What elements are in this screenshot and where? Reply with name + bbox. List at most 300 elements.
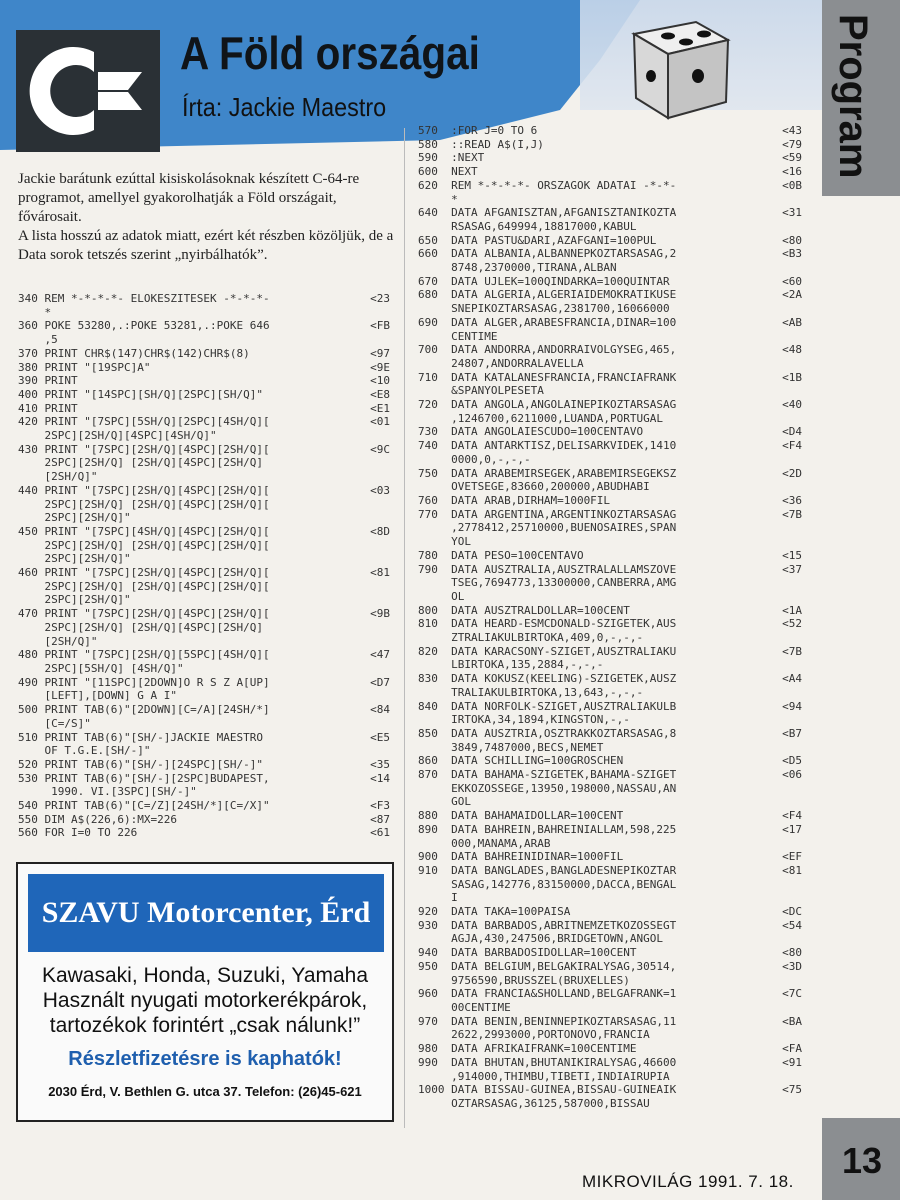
ad-line-used: Használt nyugati motorkerékpárok, <box>42 989 368 1012</box>
code-line-text: 2SPC][5SH/Q] [4SH/Q]" <box>18 661 184 675</box>
code-line <box>418 412 802 426</box>
code-line-text: SNEPIKOZTARSASAG,2381700,16066000 <box>418 302 670 316</box>
code-line <box>418 713 802 727</box>
code-line <box>418 617 802 631</box>
code-line <box>418 590 802 604</box>
code-line-checksum: <8D <box>370 524 390 538</box>
code-line <box>18 689 390 703</box>
code-line <box>418 891 802 905</box>
code-line <box>418 1001 802 1015</box>
code-line-checksum: <06 <box>782 768 802 782</box>
code-line <box>18 785 390 799</box>
code-line-text: 450 PRINT "[7SPC][4SH/Q][4SPC][2SH/Q][ <box>18 524 270 538</box>
code-line <box>418 138 802 152</box>
code-line <box>418 700 802 714</box>
code-line <box>418 330 802 344</box>
code-line <box>18 717 390 731</box>
code-line <box>418 316 802 330</box>
code-line-text: 850 DATA AUSZTRIA,OSZTRAKKOZTARSASAG,8 <box>418 726 677 740</box>
advertisement <box>16 862 394 1122</box>
code-line-text: 420 PRINT "[7SPC][5SH/Q][2SPC][4SH/Q][ <box>18 415 270 429</box>
code-line <box>418 302 802 316</box>
code-line-text: 570 :FOR J=0 TO 6 <box>418 124 538 137</box>
code-line-text: 2SPC][2SH/Q] [2SH/Q][4SPC][2SH/Q][ <box>18 497 270 511</box>
code-line-checksum: <D5 <box>782 754 802 768</box>
code-line-checksum: <81 <box>782 863 802 877</box>
code-line <box>18 676 390 690</box>
code-line <box>418 371 802 385</box>
code-line <box>418 809 802 823</box>
intro-paragraph-1: Jackie barátunk ezúttal kisiskolásoknak készített C-64-re programot, amellyel gyakorolhatják a Föld országait, fővárosait. <box>18 171 360 225</box>
code-line <box>18 511 390 525</box>
code-line <box>18 744 390 758</box>
code-line <box>418 508 802 522</box>
code-line-checksum: <1B <box>782 370 802 384</box>
code-line-checksum: <61 <box>370 826 390 840</box>
code-line-checksum: <54 <box>782 918 802 932</box>
code-line <box>418 686 802 700</box>
code-line <box>418 220 802 234</box>
code-line <box>418 960 802 974</box>
code-line-text: * <box>18 305 52 319</box>
code-line-text: 400 PRINT "[14SPC][SH/Q][2SPC][SH/Q]" <box>18 387 264 401</box>
code-line-checksum: <80 <box>782 946 802 960</box>
code-line-text: 680 DATA ALGERIA,ALGERIAIDEMOKRATIKUSE <box>418 288 677 302</box>
code-line <box>18 552 390 566</box>
code-line <box>18 415 390 429</box>
code-line <box>418 193 802 207</box>
code-listing-right <box>418 124 802 1111</box>
code-line-text: 440 PRINT "[7SPC][2SH/Q][4SPC][2SH/Q][ <box>18 483 270 497</box>
code-line-text: 2SPC][2SH/Q]" <box>18 511 131 525</box>
code-line-checksum: <75 <box>782 1083 802 1097</box>
code-line-checksum: <D4 <box>782 425 802 439</box>
code-line-text: 760 DATA ARAB,DIRHAM=1000FIL <box>418 493 611 507</box>
code-line-checksum: <EF <box>782 850 802 864</box>
code-line <box>418 384 802 398</box>
code-line-text: LBIRTOKA,135,2884,-,-,- <box>418 658 604 672</box>
code-line-checksum: <2D <box>782 466 802 480</box>
code-line <box>418 1015 802 1029</box>
code-line-text: I <box>418 891 458 905</box>
code-line <box>418 1097 802 1111</box>
dice-illustration <box>606 14 736 124</box>
code-line <box>18 498 390 512</box>
code-line-text: 990 DATA BHUTAN,BHUTANIKIRALYSAG,46600 <box>418 1055 677 1069</box>
code-line-checksum: <52 <box>782 617 802 631</box>
page-number: 13 <box>842 1140 883 1181</box>
code-line <box>18 826 390 840</box>
code-line-text: 000,MANAMA,ARAB <box>418 836 551 850</box>
code-line-checksum: <B7 <box>782 726 802 740</box>
code-line <box>418 151 802 165</box>
code-line-text: 340 REM *-*-*-*- ELOKESZITESEK -*-*-*- <box>18 292 270 305</box>
code-line <box>418 480 802 494</box>
code-line-checksum: <FA <box>782 1042 802 1056</box>
code-line-checksum: <FB <box>370 319 390 333</box>
code-line-text: SASAG,142776,83150000,DACCA,BENGAL <box>418 877 677 891</box>
code-line-text: 360 POKE 53280,.:POKE 53281,.:POKE 646 <box>18 319 270 333</box>
code-line <box>418 275 802 289</box>
code-line-text: 2SPC][2SH/Q] [2SH/Q][4SPC][2SH/Q][ <box>18 579 270 593</box>
code-line <box>418 247 802 261</box>
code-line <box>418 563 802 577</box>
code-line <box>418 987 802 1001</box>
code-line-text: 960 DATA FRANCIA&SHOLLAND,BELGAFRANK=1 <box>418 987 677 1001</box>
code-line-checksum: <AB <box>782 315 802 329</box>
page-number-box <box>822 1118 900 1200</box>
code-line-text: TRALIAKULBIRTOKA,13,643,-,-,- <box>418 685 644 699</box>
code-line-text: 370 PRINT CHR$(147)CHR$(142)CHR$(8) <box>18 346 250 360</box>
code-line-text: 490 PRINT "[11SPC][2DOWN]O R S Z A[UP] <box>18 675 270 689</box>
code-line-checksum: <17 <box>782 822 802 836</box>
code-line-text: 690 DATA ALGER,ARABESFRANCIA,DINAR=100 <box>418 315 677 329</box>
code-line-checksum: <E1 <box>370 401 390 415</box>
code-line-checksum: <F4 <box>782 809 802 823</box>
code-line-checksum: <35 <box>370 757 390 771</box>
code-line-text: 910 DATA BANGLADES,BANGLADESNEPIKOZTAR <box>418 863 677 877</box>
code-line <box>418 1028 802 1042</box>
code-line <box>418 974 802 988</box>
code-line-checksum: <F4 <box>782 439 802 453</box>
code-line-text: 860 DATA SCHILLING=100GROSCHEN <box>418 754 624 768</box>
code-line-text: ,2778412,25710000,BUENOSAIRES,SPAN <box>418 521 677 535</box>
code-line-text: 2SPC][2SH/Q] [2SH/Q][4SPC][2SH/Q][ <box>18 538 270 552</box>
code-line <box>418 343 802 357</box>
code-line <box>18 347 390 361</box>
code-line-checksum: <7B <box>782 507 802 521</box>
code-line-checksum: <E5 <box>370 730 390 744</box>
code-line-text: 0000,0,-,-,- <box>418 452 531 466</box>
code-line <box>18 525 390 539</box>
code-line-checksum: <A4 <box>782 672 802 686</box>
code-line-text: 710 DATA KATALANESFRANCIA,FRANCIAFRANK <box>418 370 677 384</box>
code-line <box>418 631 802 645</box>
code-line <box>418 864 802 878</box>
code-line <box>18 799 390 813</box>
code-line <box>18 402 390 416</box>
code-line-text: OVETSEGE,83660,200000,ABUDHABI <box>418 480 650 494</box>
code-line <box>418 1056 802 1070</box>
code-line <box>418 165 802 179</box>
code-line-text: IRTOKA,34,1894,KINGSTON,-,- <box>418 713 630 727</box>
code-line-text: 550 DIM A$(226,6):MX=226 <box>18 812 177 826</box>
code-line-text: ZTRALIAKULBIRTOKA,409,0,-,-,- <box>418 631 644 645</box>
code-line <box>418 261 802 275</box>
code-line-text: OL <box>418 589 465 603</box>
code-line <box>418 850 802 864</box>
code-line-text: 620 REM *-*-*-*- ORSZAGOK ADATAI -*-*- <box>418 178 677 192</box>
intro-text <box>18 170 398 265</box>
code-line-text: 920 DATA TAKA=100PAISA <box>418 905 571 919</box>
code-line <box>418 206 802 220</box>
code-line <box>418 823 802 837</box>
code-line-checksum: <16 <box>782 165 802 179</box>
code-line-text: 2SPC][2SH/Q]" <box>18 552 131 566</box>
code-line-text: [2SH/Q]" <box>18 470 98 484</box>
code-line <box>18 621 390 635</box>
code-line-checksum: <79 <box>782 137 802 151</box>
code-line-text: 520 PRINT TAB(6)"[SH/-][24SPC][SH/-]" <box>18 757 264 771</box>
code-line <box>18 388 390 402</box>
code-line <box>418 453 802 467</box>
code-line-text: 410 PRINT <box>18 401 78 415</box>
code-line <box>18 539 390 553</box>
code-line <box>418 549 802 563</box>
code-line-text: 580 ::READ A$(I,J) <box>418 137 544 151</box>
code-line-text: 510 PRINT TAB(6)"[SH/-]JACKIE MAESTRO <box>18 730 264 744</box>
code-line <box>418 672 802 686</box>
code-line-checksum: <94 <box>782 699 802 713</box>
code-line-text: 600 NEXT <box>418 165 478 179</box>
code-line <box>418 521 802 535</box>
code-line-text: 750 DATA ARABEMIRSEGEK,ARABEMIRSEGEKSZ <box>418 466 677 480</box>
code-line-checksum: <80 <box>782 233 802 247</box>
code-line-text: OF T.G.E.[SH/-]" <box>18 744 151 758</box>
code-line-checksum: <9B <box>370 607 390 621</box>
code-line-text: 970 DATA BENIN,BENINNEPIKOZTARSASAG,11 <box>418 1014 677 1028</box>
code-line-text: 980 DATA AFRIKAIFRANK=100CENTIME <box>418 1042 637 1056</box>
code-line-checksum: <B3 <box>782 247 802 261</box>
code-line-text: 500 PRINT TAB(6)"[2DOWN][C=/A][24SH/*] <box>18 703 270 717</box>
code-line <box>18 731 390 745</box>
code-line-checksum: <37 <box>782 562 802 576</box>
code-line-checksum: <03 <box>370 483 390 497</box>
code-line-text: EKKOZOSSEGE,13950,198000,NASSAU,AN <box>418 781 677 795</box>
code-line-text: 790 DATA AUSZTRALIA,AUSZTRALALLAMSZOVE <box>418 562 677 576</box>
code-line-text: 2SPC][2SH/Q][4SPC][4SH/Q]" <box>18 429 217 443</box>
code-line-text: 1000 DATA BISSAU-GUINEA,BISSAU-GUINEAIK <box>418 1083 677 1097</box>
code-line <box>18 703 390 717</box>
code-line-text: 430 PRINT "[7SPC][2SH/Q][4SPC][2SH/Q][ <box>18 442 270 456</box>
code-line-text: 2SPC][2SH/Q] [2SH/Q][4SPC][2SH/Q] <box>18 620 264 634</box>
code-line-text: [LEFT],[DOWN] G A I" <box>18 689 177 703</box>
code-line <box>18 607 390 621</box>
code-line-checksum: <60 <box>782 274 802 288</box>
code-line-text: 810 DATA HEARD-ESMCDONALD-SZIGETEK,AUS <box>418 617 677 631</box>
code-line <box>418 645 802 659</box>
code-line <box>18 566 390 580</box>
code-line-text: 650 DATA PASTU&DARI,AZAFGANI=100PUL <box>418 233 657 247</box>
code-line <box>418 768 802 782</box>
code-line-text: 640 DATA AFGANISZTAN,AFGANISZTANIKOZTA <box>418 206 677 220</box>
code-line <box>18 758 390 772</box>
code-line-checksum: <7B <box>782 644 802 658</box>
code-line-text: ,5 <box>18 333 58 347</box>
code-line-checksum: <91 <box>782 1055 802 1069</box>
code-line-text: 720 DATA ANGOLA,ANGOLAINEPIKOZTARSASAG <box>418 398 677 412</box>
ad-line-brands: Kawasaki, Honda, Suzuki, Yamaha <box>41 964 369 987</box>
code-line-checksum: <31 <box>782 206 802 220</box>
code-line <box>418 179 802 193</box>
code-line-checksum: <9C <box>370 442 390 456</box>
code-line <box>418 467 802 481</box>
code-line <box>18 580 390 594</box>
code-line-text: 930 DATA BARBADOS,ABRITNEMZETKOZOSSEGT <box>418 918 677 932</box>
code-line-text: 700 DATA ANDORRA,ANDORRAIVOLGYSEG,465, <box>418 343 677 357</box>
code-line-text: RSASAG,649994,18817000,KABUL <box>418 219 637 233</box>
code-line-text: 8748,2370000,TIRANA,ALBAN <box>418 261 617 275</box>
code-line-text: 380 PRINT "[19SPC]A" <box>18 360 151 374</box>
code-line-text: 880 DATA BAHAMAIDOLLAR=100CENT <box>418 809 624 823</box>
code-line <box>418 288 802 302</box>
section-tab-label: Program <box>831 14 875 179</box>
code-line-text: CENTIME <box>418 329 498 343</box>
code-line-text: OZTARSASAG,36125,587000,BISSAU <box>418 1096 650 1110</box>
ad-line-installments: Részletfizetésre is kaphatók! <box>68 1048 342 1070</box>
commodore-logo <box>16 30 160 152</box>
code-line <box>418 878 802 892</box>
code-line-text: 780 DATA PESO=100CENTAVO <box>418 548 584 562</box>
code-line <box>418 439 802 453</box>
code-line <box>418 658 802 672</box>
ad-address: 2030 Érd, V. Bethlen G. utca 37. Telefon: (26)45-621 <box>48 1084 362 1099</box>
code-line-checksum: <87 <box>370 812 390 826</box>
code-line <box>418 795 802 809</box>
code-line <box>18 593 390 607</box>
code-line-checksum: <59 <box>782 151 802 165</box>
code-line <box>418 494 802 508</box>
code-line-text: 950 DATA BELGIUM,BELGAKIRALYSAG,30514, <box>418 959 677 973</box>
code-line-text: &SPANYOLPESETA <box>418 384 544 398</box>
code-line <box>18 374 390 388</box>
code-line <box>418 1083 802 1097</box>
code-line <box>418 932 802 946</box>
code-line-text: 890 DATA BAHREIN,BAHREINIALLAM,598,225 <box>418 822 677 836</box>
code-line <box>18 361 390 375</box>
code-line-checksum: <36 <box>782 493 802 507</box>
code-line-text: 670 DATA UJLEK=100QINDARKA=100QUINTAR <box>418 274 670 288</box>
code-line-checksum: <48 <box>782 343 802 357</box>
code-line-checksum: <97 <box>370 346 390 360</box>
code-line <box>18 333 390 347</box>
code-line-checksum: <1A <box>782 603 802 617</box>
code-line-text: 2SPC][2SH/Q] [2SH/Q][4SPC][2SH/Q] <box>18 456 264 470</box>
code-line <box>418 754 802 768</box>
code-line-checksum: <0B <box>782 178 802 192</box>
code-line-checksum: <47 <box>370 648 390 662</box>
ad-headline: SZAVU Motorcenter, Érd <box>28 874 384 952</box>
code-line-text: 1990. VI.[3SPC][SH/-]" <box>18 785 197 799</box>
column-divider <box>404 128 405 1128</box>
code-line <box>18 429 390 443</box>
code-line <box>418 576 802 590</box>
code-line <box>18 470 390 484</box>
code-line-checksum: <84 <box>370 703 390 717</box>
code-line-text: 24807,ANDORRALAVELLA <box>418 356 584 370</box>
article-author: Írta: Jackie Maestro <box>182 92 387 122</box>
code-listing-left <box>18 292 390 840</box>
code-line <box>18 292 390 306</box>
code-line <box>418 604 802 618</box>
code-line <box>18 484 390 498</box>
code-line <box>418 741 802 755</box>
code-line-text: 560 FOR I=0 TO 226 <box>18 826 138 840</box>
code-line-text: TSEG,7694773,13300000,CANBERRA,AMG <box>418 576 677 590</box>
code-line-text: ,914000,THIMBU,TIBETI,INDIAIRUPIA <box>418 1069 670 1083</box>
code-line-checksum: <BA <box>782 1014 802 1028</box>
code-line-text: 870 DATA BAHAMA-SZIGETEK,BAHAMA-SZIGET <box>418 768 677 782</box>
code-line-text: 470 PRINT "[7SPC][2SH/Q][4SPC][2SH/Q][ <box>18 607 270 621</box>
code-line-text: AGJA,430,247506,BRIDGETOWN,ANGOL <box>418 932 664 946</box>
code-line-text: 800 DATA AUSZTRALDOLLAR=100CENT <box>418 603 630 617</box>
code-line-checksum: <81 <box>370 566 390 580</box>
code-line-checksum: <01 <box>370 415 390 429</box>
code-line <box>418 398 802 412</box>
code-line-checksum: <23 <box>370 292 390 305</box>
code-line-text: YOL <box>418 535 471 549</box>
code-line <box>418 782 802 796</box>
code-line <box>418 1042 802 1056</box>
code-line-checksum: <E8 <box>370 387 390 401</box>
code-line-text: 2622,2993000,PORTONOVO,FRANCIA <box>418 1028 650 1042</box>
code-line-text: 3849,7487000,BECS,NEMET <box>418 740 604 754</box>
code-line-text: 940 DATA BARBADOSIDOLLAR=100CENT <box>418 946 637 960</box>
code-line-text: 530 PRINT TAB(6)"[SH/-][2SPC]BUDAPEST, <box>18 771 270 785</box>
code-line <box>418 425 802 439</box>
code-line <box>418 837 802 851</box>
code-line-checksum: <9E <box>370 360 390 374</box>
code-line-checksum: <7C <box>782 987 802 1001</box>
code-line-text: 9756590,BRUSSZEL(BRUXELLES) <box>418 973 630 987</box>
code-line <box>418 234 802 248</box>
code-line-text: [2SH/Q]" <box>18 634 98 648</box>
code-line <box>18 306 390 320</box>
code-line-text: 840 DATA NORFOLK-SZIGET,AUSZTRALIAKULB <box>418 699 677 713</box>
code-line-text: 480 PRINT "[7SPC][2SH/Q][5SPC][4SH/Q][ <box>18 648 270 662</box>
code-line-text: 770 DATA ARGENTINA,ARGENTINKOZTARSASAG <box>418 507 677 521</box>
code-line-text: [C=/S]" <box>18 716 91 730</box>
code-line-checksum: <DC <box>782 905 802 919</box>
code-line-text: 00CENTIME <box>418 1001 511 1014</box>
article-title: A Föld országai <box>180 27 480 79</box>
code-line <box>18 772 390 786</box>
code-line-checksum: <10 <box>370 374 390 388</box>
code-line-checksum: <40 <box>782 398 802 412</box>
code-line <box>418 919 802 933</box>
code-line-text: 900 DATA BAHREINIDINAR=1000FIL <box>418 850 624 864</box>
code-line-text: ,1246700,6211000,LUANDA,PORTUGAL <box>418 411 664 425</box>
code-line <box>18 662 390 676</box>
code-line <box>18 443 390 457</box>
code-line-checksum: <14 <box>370 771 390 785</box>
code-line <box>418 727 802 741</box>
code-line-checksum: <2A <box>782 288 802 302</box>
code-line <box>18 813 390 827</box>
code-line <box>418 535 802 549</box>
code-line <box>18 648 390 662</box>
code-line-text: 460 PRINT "[7SPC][2SH/Q][4SPC][2SH/Q][ <box>18 566 270 580</box>
code-line-text: 830 DATA KOKUSZ(KEELING)-SZIGETEK,AUSZ <box>418 672 677 686</box>
code-line-checksum: <43 <box>782 124 802 137</box>
code-line <box>418 905 802 919</box>
code-line-text: 590 :NEXT <box>418 151 485 165</box>
code-line-checksum: <D7 <box>370 675 390 689</box>
code-line-text: 740 DATA ANTARKTISZ,DELISARKVIDEK,1410 <box>418 439 677 453</box>
code-line-text: * <box>418 192 458 206</box>
code-line <box>418 1070 802 1084</box>
code-line-text: 540 PRINT TAB(6)"[C=/Z][24SH/*][C=/X]" <box>18 799 270 813</box>
issue-footer: MIKROVILÁG 1991. 7. 18. <box>582 1172 794 1191</box>
code-line-checksum: <F3 <box>370 799 390 813</box>
code-line-text: GOL <box>418 795 471 809</box>
code-line <box>418 946 802 960</box>
code-line-text: 820 DATA KARACSONY-SZIGET,AUSZTRALIAKU <box>418 644 677 658</box>
intro-paragraph-2: A lista hosszú az adatok miatt, ezért két részben közöljük, de a Data sorok tetszés szerint „nyirbálhatók”. <box>18 228 394 263</box>
code-line-text: 2SPC][2SH/Q]" <box>18 593 131 607</box>
code-line-checksum: <3D <box>782 959 802 973</box>
code-line <box>18 456 390 470</box>
